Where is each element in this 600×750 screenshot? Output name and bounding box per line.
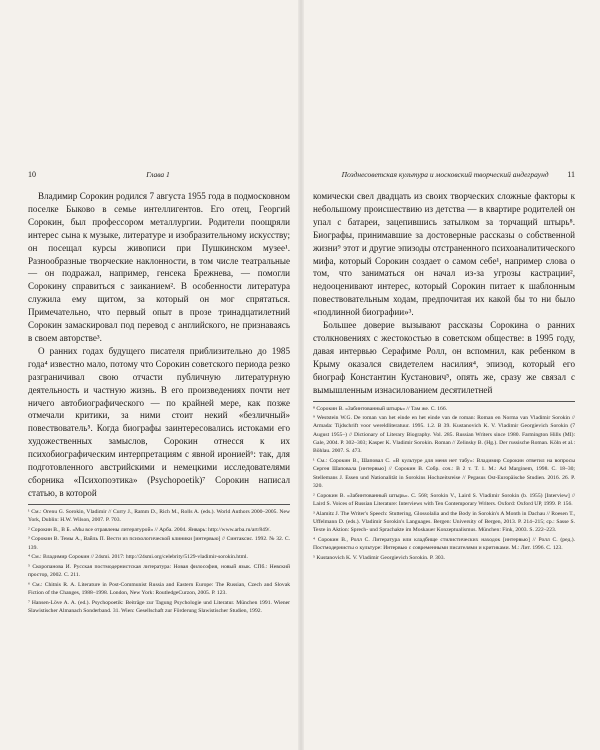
footnote: ¹ См.: Сорокин В., Шаповал С. «В культуре для меня нет табу»: Владимир Сорокин ответил на вопросы Сергея Шаповала [интервью] // Сорокин В. Собр. соч.: В 2 т. Т. 1. М.: Ad Marginem, 1998. С. 18–30; Stellemans J. Essen und Nationalität in Sorokins Hochzeitsreise // Pegasus Ost-Europäische Studien. 2016. 26. P. 320. — [313, 458, 575, 489]
footnote: ⁵ Скоропанова И. Русская постмодернистская литература: Новая философия, новый язык. СПб.: Невский простор, 2002. С. 211. — [28, 564, 290, 579]
right-body-text — [313, 190, 575, 397]
footnote: ⁴ Сорокин В., Ролл С. Литература или кладбище стилистических находок [интервью] // Ролл С. (ред.). Постмодернисты о культуре: Интервью с современными писателями и критиками. М.: Лит. 1996. С. 123. — [313, 536, 575, 552]
left-running-head — [28, 170, 290, 182]
book-gutter — [298, 0, 304, 750]
left-page — [28, 170, 290, 617]
left-page-number: 10 — [28, 170, 36, 179]
right-paragraph-1: комически свел двадцать из своих творческих сложные факторы к небольшому происшествию из детства — в квартире родителей он упал с батареи, зацепившись затылком за торчащий штырь⁸. Биографы, принимавшие за достоверные рассказы о собственной жизни⁹ этот и другие эпизоды отстраненного психоаналитического мифа, который Сорокин создает о самом себе¹, например слова о том, что заниматься он начал из-за угрозы кастрации², недооценивают интерес, который Сорокин питает к шаблонным повествовательным ходам, предпочитая их какой бы то ни было «подлинной биографии»³. — [313, 191, 575, 318]
right-page-number: 11 — [567, 170, 575, 179]
footnote: ³ Сорокин В. Темы А., Вайль П. Вести из психологической клиники [интервью] // Синтаксис. 1992. № 32. С. 139. — [28, 536, 290, 551]
footnote: ² Сорокин В. «Забинтованный штырь». С. 568; Sorokin V., Laird S. Vladimir Sorokin (b. 1955) [Interview] // Laird S. Voices of Russian Literature: Interviews with Ten Contemporary Writers. Oxford: Oxford UP, 1999. P. 156. — [313, 492, 575, 507]
left-body-text — [28, 190, 290, 500]
right-footnotes — [313, 401, 575, 563]
right-running-head — [313, 170, 575, 182]
footnote: ¹ См.: Orenu G. Sorokin, Vladimir // Curry J., Ramm D., Rich M., Rolls A. (eds.). World Authors 2000–2005. New York, Dublin: H.W. Wilson, 2007. P. 703. — [28, 508, 290, 524]
footnote: ² Сорокин В., В Б. «Мы все отравлены литературой» // Арба. 2004. Январь: http://www.arba.ru/art/849/. — [28, 526, 271, 533]
left-footnotes — [28, 504, 290, 616]
footnote: ⁸ Сорокин В. «Забинтованный штырь» // Там же. С. 166. — [313, 405, 448, 412]
footnote: ⁴ См.: Владимир Сорокин // 24smi. 2017: http://24smi.org/celebrity/5129-vladimir-sorokin.html. — [28, 554, 248, 561]
right-paragraph-2: Большее доверие вызывают рассказы Сорокина о ранних столкновениях с жестокостью в советском обществе: в 1995 году, давая интервью Серафиме Ролл, он вспомнил, как ребенком в Крыму оказался свидетелем насилия⁴, эпизод, который его биограф Константин Кустанович⁵, опять же, сразу же связал с вымышленным изнасилованием десятилетней — [313, 320, 575, 395]
right-running-head-title: Позднесоветская культура и московский творческий андеграунд — [341, 170, 549, 179]
footnote: ⁷ Hansen-Löve A. A. (ed.). Psychopoetik: Beiträge zur Tagung Psychologie und Literatur. München 1991. Wiener Slawistischer Almanach Sonderband. 31. Wien: Gesellschaft zur Förderung Slawistischer Studien, 1992. — [28, 600, 290, 615]
footnote: ⁵ Kustanovich K. V. Vladimir Georgievich Sorokin. P. 303. — [313, 554, 445, 561]
left-paragraph-2: О ранних годах будущего писателя приблизительно до 1985 года⁴ известно мало, потому что Сорокин советского периода резко разграничивал свою отчасти публичную литературную деятельность и частную жизнь. В его произведениях почти нет ничего автобиографического — по крайней мере, как позже отмечали критики, за ними стоит некий «безличный» повествователь⁵. Когда биографы заинтересовались истоками его художественных замыслов, Сорокин отнесся к их психобиографическим интерпретациям с явной иронией⁶: так, для подготовленного австрийскими и немецкими исследователями сборника «Психопоэтика» (Psychopoetik)⁷ Сорокин написал статью, в которой — [28, 345, 290, 498]
footnote: ⁶ См.: Chitnis R. A. Literature in Post-Communist Russia and Eastern Europe: The Russian, Czech and Slovak Fiction of the Changes, 1988–1998. London, New York: RoutledgeCurzon, 2005. P. 123. — [28, 582, 290, 597]
footnote: ³ Alamitz J. The Writer's Speech: Stuttering, Glossolalia and the Body in Sorokin's A Month in Dachau // Roesen T., Uffelmann D. (eds.). Vladimir Sorokin's Languages. Bergen: University of Bergen, 2013. P. 214–215; ср.: Sasse S. Texte in Aktion: Sprech- und Sprachakte im Moskauer Konzeptualismus. München: Fink, 2003. S. 222–223. — [313, 510, 575, 534]
footnote: ⁹ Weststein W.G. De roman van het einde en het einde van de roman: Roman en Norma van Vladimir Sorokin // Armada: Tijdschrift voor wereldliteratuur. 1995. 1.2. В 39. Kustanovich K. V. Vladimir Georgievich Sorokin (7 August 1955–) // Dictionary of Literary Biography. Vol. 285. Russian Writers since 1980. Farmington Hills (MI): Gale, 2004. P. 302–303; Kasper K. Vladimir Sorokin. Roman // Zelinsky B. (Hg.). Der russische Roman. Köln et al.: Böhlau. 2007. S. 473. — [313, 415, 575, 455]
left-running-head-title: Глава 1 — [146, 170, 170, 179]
left-paragraph-1: Владимир Сорокин родился 7 августа 1955 года в подмосковном поселке Быково в семье интеллигентов. Его отец, Георгий Сорокин, был профессором металлургии. Родители поощряли интерес сына к музыке, литературе и изобразительному искусству; он посещал курсы живописи при Пушкинском музее¹. Разнообразные творческие наклонности, в том числе театральные — он подражал, например, генсека Брежнева, — помогли Сорокину справиться с заиканием². В особенности литература служила ему щитом, за который он мог спрятаться. Примечательно, что первый опыт в прозе тринадцатилетний Сорокин замаскировал под перевод с английского, не признаваясь в своем авторстве³. — [28, 191, 290, 343]
right-page — [313, 170, 575, 564]
